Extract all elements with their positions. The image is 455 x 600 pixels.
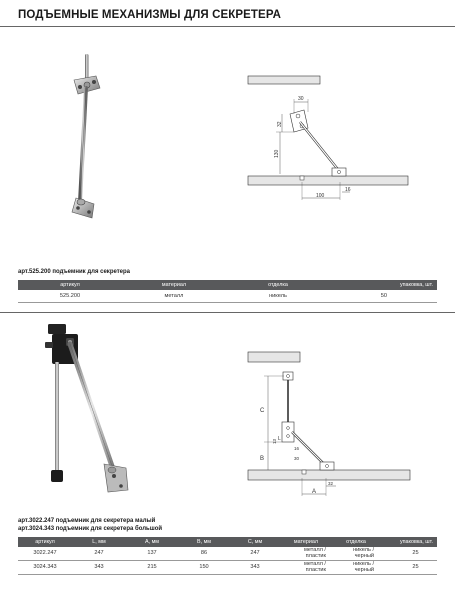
dim-32: 32 [277, 121, 283, 127]
dim-C: C [260, 408, 265, 414]
col-header-C: С, мм [230, 537, 280, 547]
dim-30: 30 [298, 96, 304, 102]
cell-finish: никель / черный [332, 547, 380, 560]
spec-table-3022-3024 [18, 537, 437, 575]
cell-C: 247 [230, 547, 280, 560]
cell-L: 247 [72, 547, 126, 560]
cell-article: 3024.343 [18, 560, 72, 574]
col-header-L: L, мм [72, 537, 126, 547]
cell-L: 343 [72, 560, 126, 574]
col-header-package: упаковка, шт. [380, 537, 437, 547]
table-row [18, 547, 437, 560]
cell-A: 215 [126, 560, 178, 574]
product-caption-525200: арт.525.200 подъемник для секретера [18, 269, 131, 275]
col-header-finish: отделка [332, 537, 380, 547]
dim-A: A [312, 489, 317, 495]
col-header-material: материал [122, 280, 226, 290]
dim-30b: 30 [294, 456, 300, 461]
cell-C: 343 [230, 560, 280, 574]
table-row [18, 560, 437, 574]
cell-finish: никель / черный [332, 560, 380, 574]
col-header-finish: отделка [226, 280, 330, 290]
dim-32b: 32 [328, 481, 334, 486]
section-divider [0, 312, 455, 313]
col-header-article: артикул [18, 537, 72, 547]
dim-B: B [260, 456, 265, 462]
product-image-525200 [58, 52, 138, 232]
technical-drawing-525200 [246, 70, 426, 200]
col-header-A: А, мм [126, 537, 178, 547]
cell-material: металл [122, 290, 226, 302]
table-row [18, 290, 437, 302]
product-image-3022-3024 [32, 322, 152, 512]
technical-drawing-3022-3024 [246, 348, 426, 508]
cell-package: 50 [330, 290, 437, 302]
table-header-row [18, 280, 437, 290]
col-header-article: артикул [18, 280, 122, 290]
page-title: ПОДЪЕМНЫЕ МЕХАНИЗМЫ ДЛЯ СЕКРЕТЕРА [18, 9, 281, 21]
spec-table-525200 [18, 280, 437, 303]
col-header-package: упаковка, шт. [330, 280, 437, 290]
dim-130: 130 [274, 149, 280, 158]
dim-16: 16 [345, 187, 351, 193]
cell-article: 3022.247 [18, 547, 72, 560]
dim-16b: 16 [294, 446, 300, 451]
caption-line-large: арт.3024.343 подъемник для секретера большой [18, 525, 163, 532]
title-divider [0, 26, 455, 27]
caption-line-small: арт.3022.247 подъемник для секретера малый [18, 518, 156, 524]
cell-finish: никель [226, 290, 330, 302]
dim-L: L [278, 436, 281, 442]
cell-B: 86 [178, 547, 230, 560]
cell-package: 25 [380, 560, 437, 574]
dim-13: 13 [272, 438, 277, 444]
cell-article: 525.200 [18, 290, 122, 302]
cell-A: 137 [126, 547, 178, 560]
cell-material: металл / пластик [280, 547, 332, 560]
cell-package: 25 [380, 547, 437, 560]
col-header-material: материал [280, 537, 332, 547]
table-header-row [18, 537, 437, 547]
product-caption-3022-3024 [18, 518, 162, 533]
cell-B: 150 [178, 560, 230, 574]
dim-100: 100 [316, 193, 325, 199]
cell-material: металл / пластик [280, 560, 332, 574]
col-header-B: В, мм [178, 537, 230, 547]
